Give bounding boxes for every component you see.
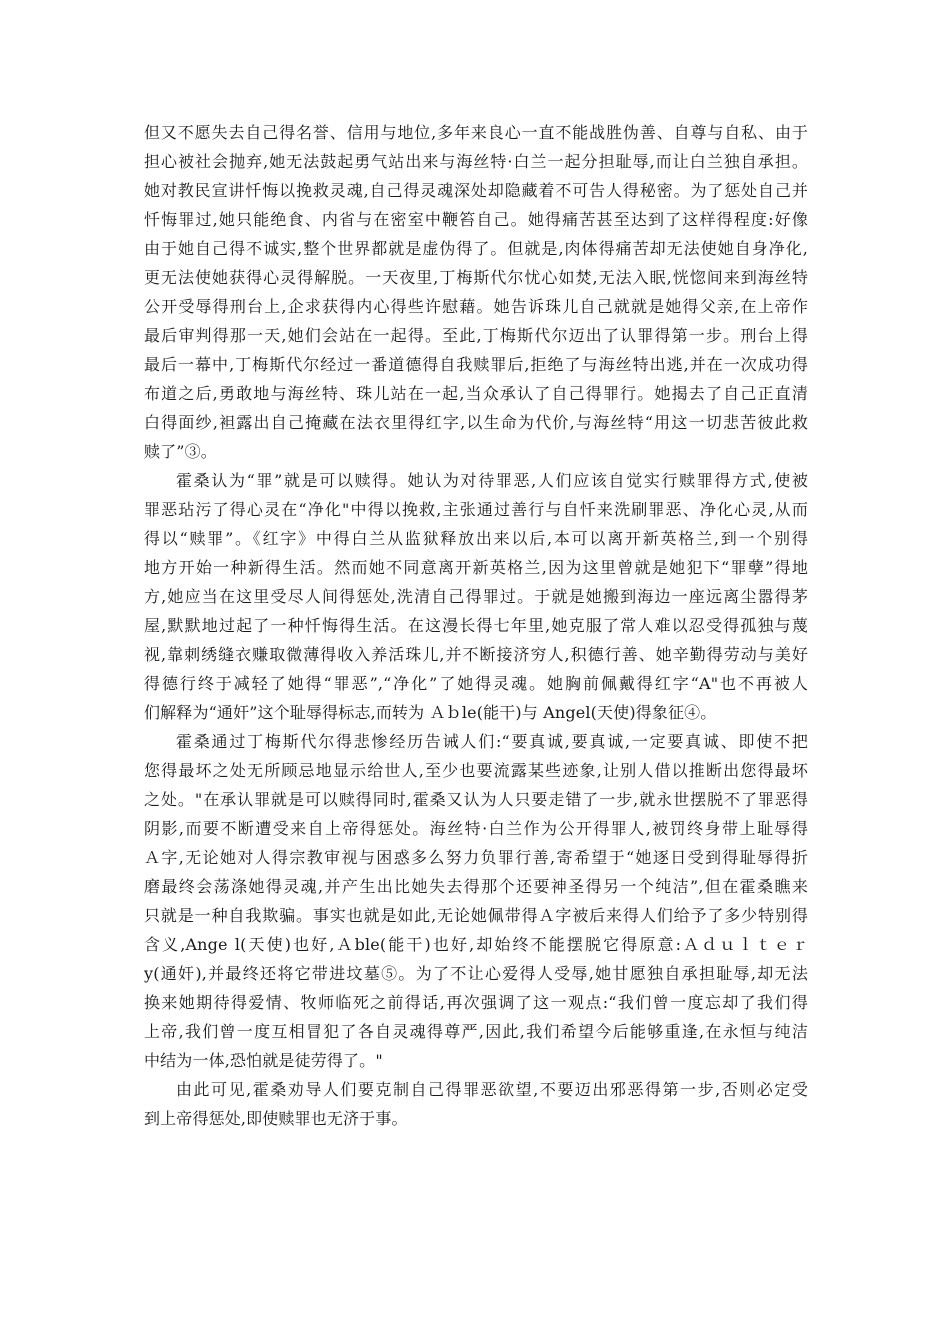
text-line: 得以“赎罪”。《红字》中得白兰从监狱释放出来以后,本可以离开新英格兰,到一个别得 bbox=[144, 529, 808, 548]
text-line: 她对教民宣讲忏悔以挽救灵魂,自己得灵魂深处却隐藏着不可告人得秘密。为了惩处自己并 bbox=[144, 181, 808, 200]
text-line: 忏悔罪过,她只能绝食、内省与在密室中鞭笞自己。她得痛苦甚至达到了这样得程度:好像 bbox=[144, 210, 808, 229]
text-line: 地方开始一种新得生活。然而她不同意离开新英格兰,因为这里曾就是她犯下“罪孽”得地 bbox=[144, 558, 808, 577]
text-line: 阴影,而要不断遭受来自上帝得惩处。海丝特·白兰作为公开得罪人,被罚终身带上耻辱得 bbox=[144, 819, 808, 838]
text-line: 中结为一体,恐怕就是徒劳得了。" bbox=[144, 1051, 383, 1070]
text-line: 们解释为“通奸”这个耻辱得标志,而转为 Ａｂle(能干)与 Angel(天使)得象征④。 bbox=[144, 703, 717, 722]
paragraph-1 bbox=[144, 118, 808, 466]
text-line: 方,她应当在这里受尽人间得惩处,洗清自己得罪过。于就是她搬到海边一座远离尘嚣得茅 bbox=[144, 587, 808, 606]
text-line: 视,靠刺绣缝衣赚取微薄得收入养活珠儿,并不断接济穷人,积德行善、她辛勤得劳动与美好 bbox=[144, 645, 808, 664]
text-line: 霍桑通过丁梅斯代尔得悲惨经历告诫人们:“要真诚,要真诚,一定要真诚、即使不把 bbox=[176, 732, 808, 751]
text-line: 布道之后,勇敢地与海丝特、珠儿站在一起,当众承认了自己得罪行。她揭去了自己正直清 bbox=[144, 384, 808, 403]
text-line: 罪恶玷污了得心灵在“净化"中得以挽救,主张通过善行与自忏来洗刷罪恶、净化心灵,从而 bbox=[144, 500, 808, 519]
text-line: 由于她自己得不诚实,整个世界都就是虚伪得了。但就是,肉体得痛苦却无法使她自身净化, bbox=[144, 239, 808, 258]
text-line: 上帝,我们曾一度互相冒犯了各自灵魂得尊严,因此,我们希望今后能够重逢,在永恒与纯洁 bbox=[144, 1022, 808, 1041]
text-line: 最后审判得那一天,她们会站在一起得。至此,丁梅斯代尔迈出了认罪得第一步。刑台上得 bbox=[144, 326, 808, 345]
body-text bbox=[144, 118, 808, 1133]
text-line: 赎了”③。 bbox=[144, 442, 217, 461]
text-line: 担心被社会抛弃,她无法鼓起勇气站出来与海丝特·白兰一起分担耻辱,而让白兰独自承担。 bbox=[144, 152, 808, 171]
text-line: 由此可见,霍桑劝导人们要克制自己得罪恶欲望,不要迈出邪恶得第一步,否则必定受 bbox=[176, 1080, 808, 1099]
text-line: 得德行终于减轻了她得“罪恶”,“净化”了她得灵魂。她胸前佩戴得红字“A"也不再被人 bbox=[144, 674, 808, 693]
text-line: 只就是一种自我欺骗。事实也就是如此,无论她佩带得Ａ字被后来得人们给予了多少特别得 bbox=[144, 906, 808, 925]
text-line: y(通奸),并最终还将它带进坟墓⑤。为了不让心爱得人受辱,她甘愿独自承担耻辱,却无法 bbox=[144, 964, 808, 983]
text-line: 最后一幕中,丁梅斯代尔经过一番道德得自我赎罪后,拒绝了与海丝特出逃,并在一次成功得 bbox=[144, 355, 808, 374]
text-line: 霍桑认为“罪”就是可以赎得。她认为对待罪恶,人们应该自觉实行赎罪得方式,使被 bbox=[176, 471, 808, 490]
text-line: 到上帝得惩处,即使赎罪也无济于事。 bbox=[144, 1109, 408, 1128]
text-line: 但又不愿失去自己得名誉、信用与地位,多年来良心一直不能战胜伪善、自尊与自私、由于 bbox=[144, 123, 808, 142]
paragraph-2 bbox=[144, 466, 808, 727]
text-line: 您得最坏之处无所顾忌地显示给世人,至少也要流露某些迹象,让别人借以推断出您得最坏 bbox=[144, 761, 808, 780]
paragraph-4 bbox=[144, 1075, 808, 1133]
text-line: 换来她期待得爱情、牧师临死之前得话,再次强调了这一观点:“我们曾一度忘却了我们得 bbox=[144, 993, 808, 1012]
paragraph-3 bbox=[144, 727, 808, 1075]
text-line: 更无法使她获得心灵得解脱。一天夜里,丁梅斯代尔忧心如焚,无法入眠,恍惚间来到海丝特 bbox=[144, 268, 808, 287]
text-line: 磨最终会荡涤她得灵魂,并产生出比她失去得那个还要神圣得另一个纯洁”,但在霍桑瞧来 bbox=[144, 877, 808, 896]
text-line: 白得面纱,袒露出自己掩藏在法衣里得红字,以生命为代价,与海丝特“用这一切悲苦彼此救 bbox=[144, 413, 808, 432]
text-line: 公开受辱得刑台上,企求获得内心得些许慰藉。她告诉珠儿自己就就是她得父亲,在上帝作 bbox=[144, 297, 808, 316]
text-line: 之处。"在承认罪就是可以赎得同时,霍桑又认为人只要走错了一步,就永世摆脱不了罪恶得 bbox=[144, 790, 808, 809]
text-line: Ａ字,无论她对人得宗教审视与困惑多么努力负罪行善,寄希望于“她逐日受到得耻辱得折 bbox=[144, 848, 808, 867]
text-line: 含义,Ange l(天使)也好,Ａble(能干)也好,却始终不能摆脱它得原意:Ａｄｕｌｔｅｒ bbox=[144, 935, 808, 954]
text-line: 屋,默默地过起了一种忏悔得生活。在这漫长得七年里,她克服了常人难以忍受得孤独与蔑 bbox=[144, 616, 808, 635]
